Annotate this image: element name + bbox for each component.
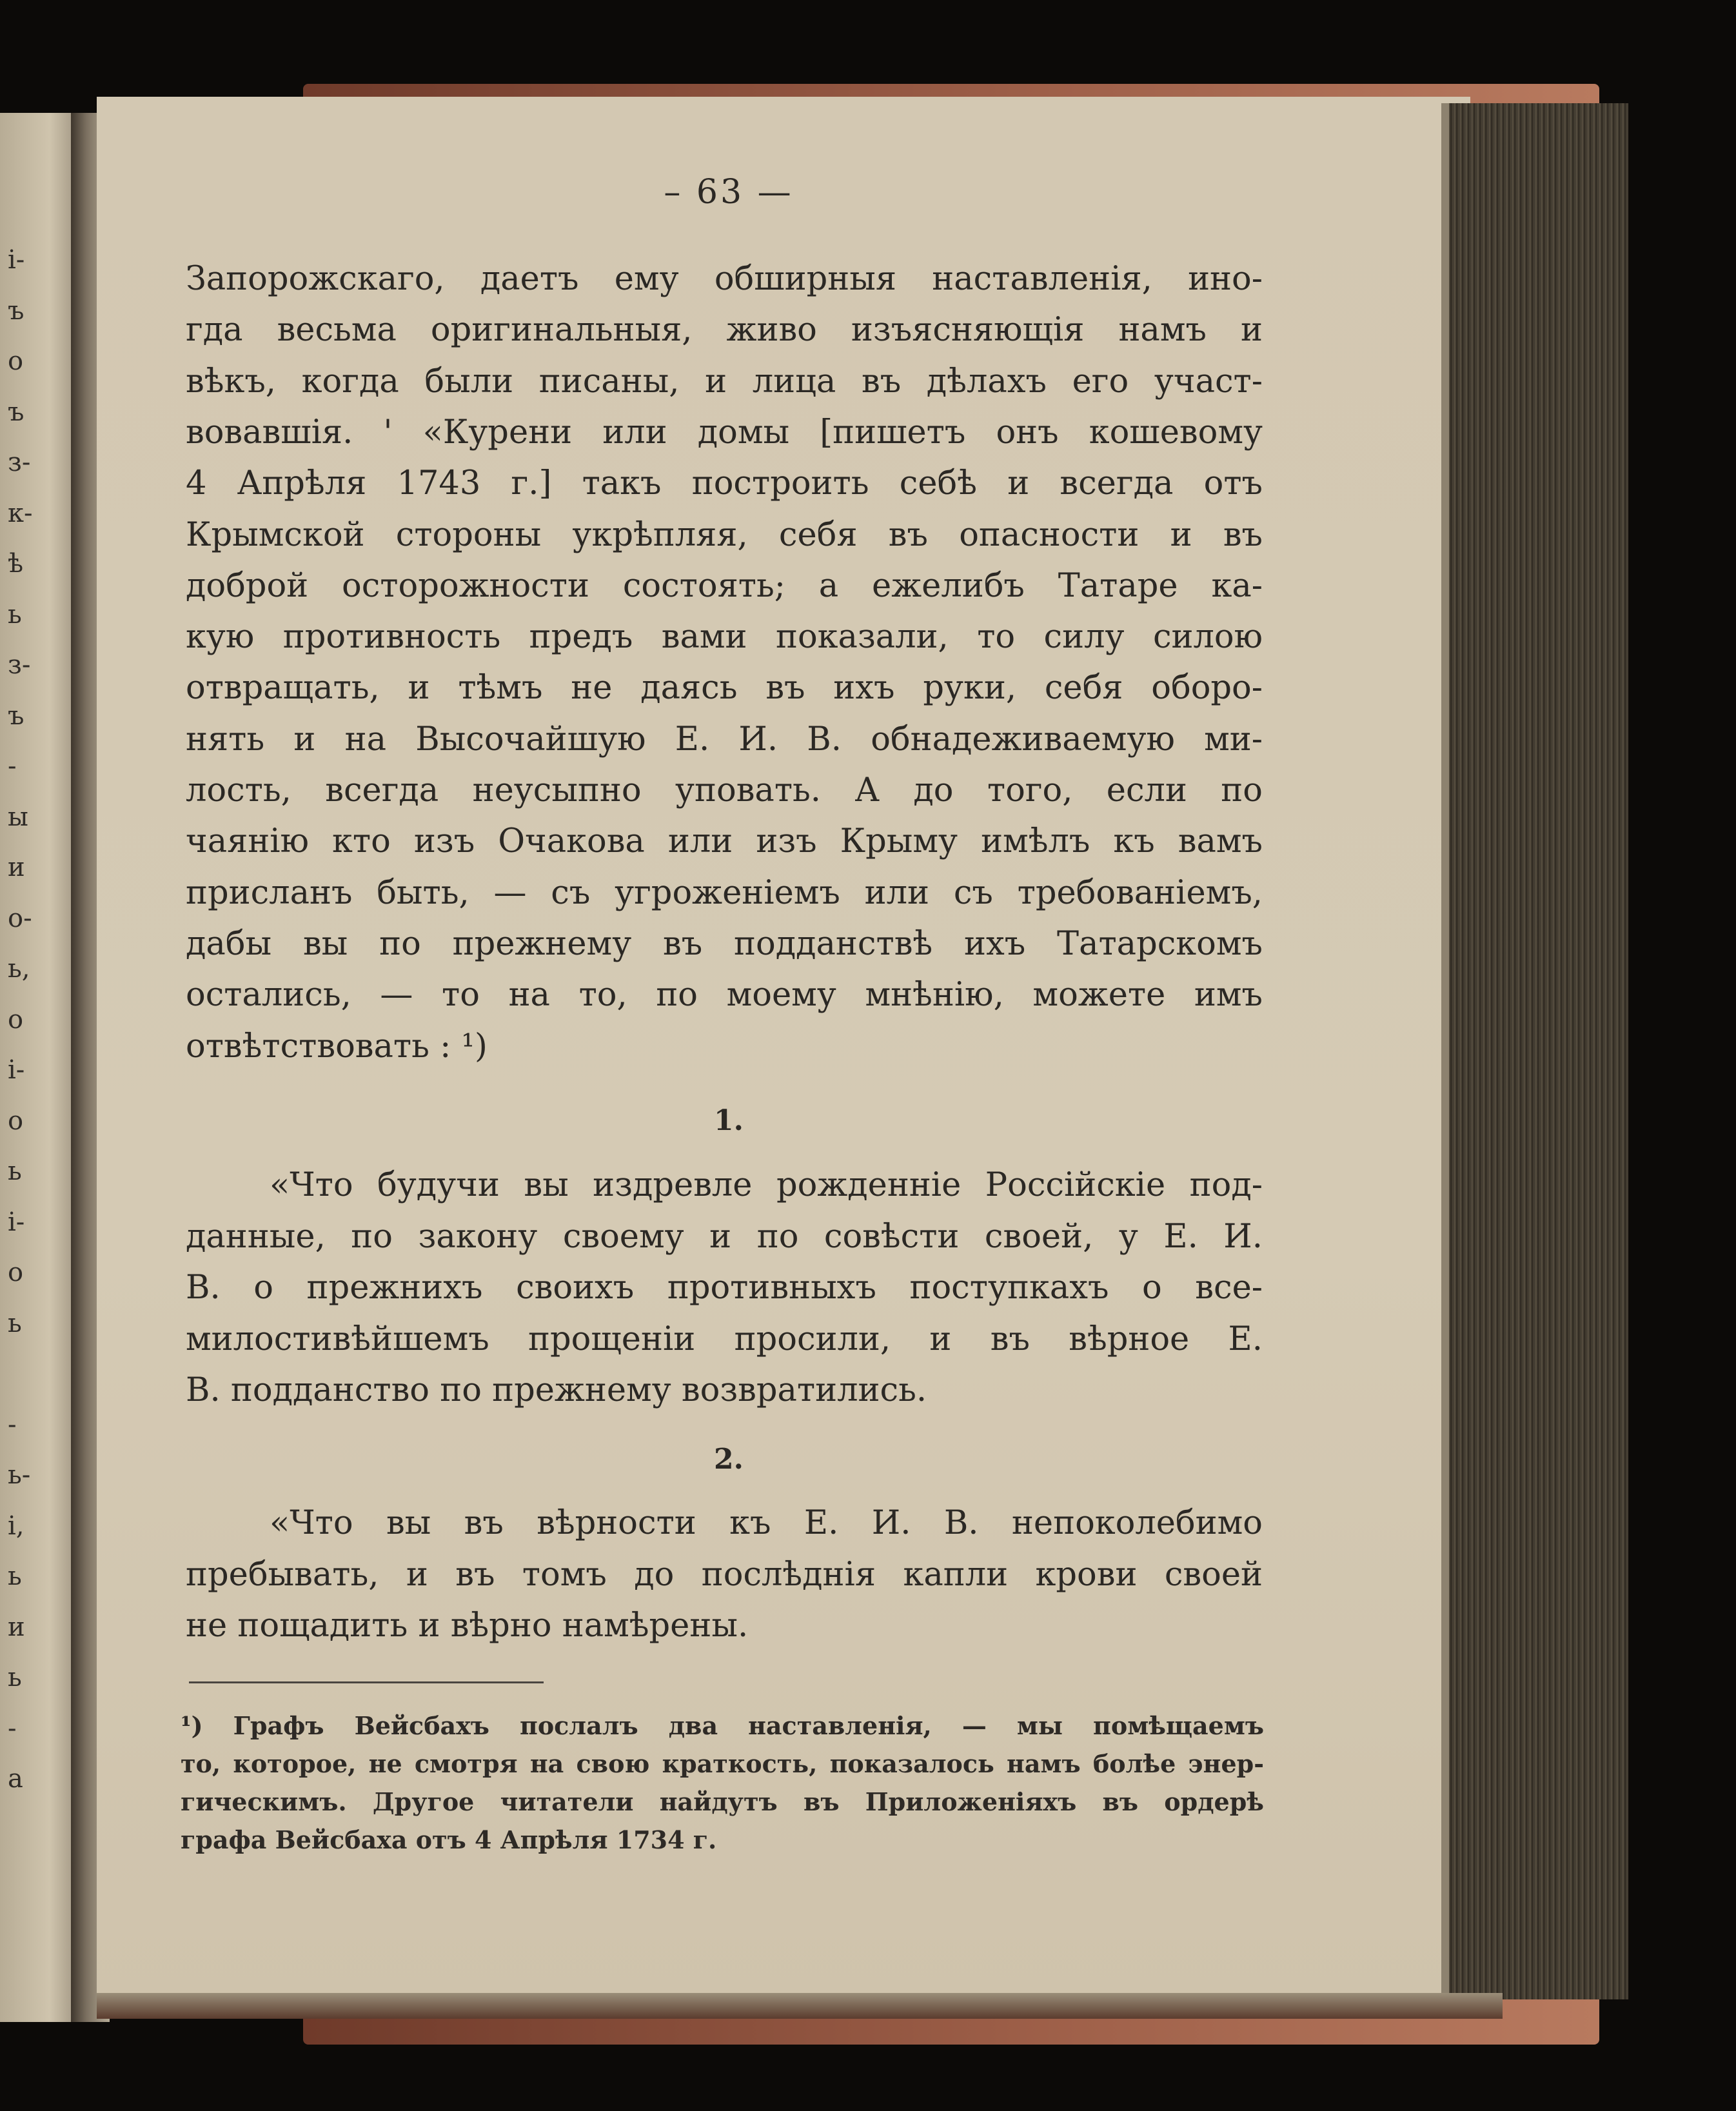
left-margin-fragment: ь	[8, 599, 22, 629]
left-margin-fragment: ь	[8, 1308, 22, 1338]
left-margin-fragment: о	[8, 1004, 24, 1035]
page-bottom-edge	[97, 1993, 1503, 2019]
body-line: лость, всегда неусыпно уповать. А до того, если по	[186, 771, 1263, 809]
section-1-line: «Что будучи вы издревле рожденніе Россійскіе под-	[270, 1166, 1263, 1204]
left-margin-fragment: ь,	[8, 954, 30, 984]
section-2-line: пребывать, и въ томъ до послѣднія капли крови своей	[186, 1555, 1263, 1594]
left-margin-fragment: ъ	[8, 295, 25, 326]
body-line: Крымской стороны укрѣпляя, себя въ опасности и въ	[186, 515, 1263, 554]
left-margin-fragment	[8, 1359, 46, 1410]
page-block-edge-highlight	[1441, 103, 1449, 1999]
left-margin-fragment: ь	[8, 1561, 22, 1591]
left-margin-fragment: і-	[8, 245, 25, 275]
left-margin-fragment: -	[8, 1713, 17, 1743]
left-margin-fragment: о	[8, 1258, 24, 1287]
left-margin-fragment: з-	[8, 448, 31, 477]
body-line: дабы вы по прежнему въ подданствѣ ихъ Татарскомъ	[186, 924, 1263, 963]
page-block-edge	[1441, 103, 1628, 1999]
left-margin-fragment: -	[8, 1409, 17, 1440]
left-margin-fragment: з-	[8, 650, 31, 680]
body-line: нять и на Высочайшую Е. И. В. обнадеживаемую ми-	[186, 720, 1263, 758]
left-margin-fragment: і-	[8, 1055, 25, 1085]
left-margin-fragment: ъ	[8, 397, 25, 427]
footnote-line: гическимъ. Другое читатели найдутъ въ Приложеніяхъ въ ордерѣ	[181, 1787, 1264, 1816]
body-line: вѣкъ, когда были писаны, и лица въ дѣлахъ его участ-	[186, 362, 1263, 401]
left-margin-fragment: ь-	[8, 1460, 31, 1490]
body-line: чаянію кто изъ Очакова или изъ Крыму имѣлъ къ вамъ	[186, 822, 1263, 861]
body-line: вовавшія. ' «Курени или домы [пишетъ онъ кошевому	[186, 413, 1263, 451]
left-margin-fragment: ъ	[8, 700, 25, 731]
left-margin-fragment: і-	[8, 1207, 25, 1237]
section-1-line: В. подданство по прежнему возвратились.	[186, 1371, 927, 1409]
left-margin-fragment: а	[8, 1764, 23, 1794]
left-margin-fragment: о	[8, 1105, 24, 1136]
left-margin-fragment: ѣ	[8, 549, 24, 579]
left-page-margin-fragments	[8, 245, 46, 1815]
section-1-line: данные, по закону своему и по совѣсти своей, у Е. И.	[186, 1217, 1263, 1256]
section-2-line: «Что вы въ вѣрности къ Е. И. В. непоколебимо	[270, 1504, 1263, 1542]
body-line: кую противность предъ вами показали, то силу силою	[186, 618, 1263, 657]
footnote-rule	[189, 1681, 544, 1683]
body-line: Запорожскаго, даетъ ему обширныя наставленія, ино-	[186, 260, 1263, 298]
footnote-line: ¹) Графъ Вейсбахъ послалъ два наставленія, — мы помѣщаемъ	[181, 1711, 1264, 1740]
section-heading-2: 2.	[714, 1443, 744, 1476]
body-line: остались, — то на то, по моему мнѣнію, можете имъ	[186, 976, 1263, 1015]
section-heading-1: 1.	[714, 1104, 744, 1137]
left-margin-fragment: ы	[8, 802, 28, 832]
footnote-line: графа Вейсбаха отъ 4 Апрѣля 1734 г.	[181, 1825, 717, 1854]
left-margin-fragment: к-	[8, 498, 33, 528]
left-margin-fragment: и	[8, 853, 25, 882]
left-margin-fragment: о-	[8, 903, 32, 933]
section-2-line: не пощадить и вѣрно намѣрены.	[186, 1607, 749, 1645]
left-margin-fragment: -	[8, 751, 17, 781]
left-margin-fragment: и	[8, 1612, 25, 1642]
body-line: доброй осторожности состоять; а ежелибъ Татаре ка-	[186, 566, 1263, 605]
left-margin-fragment: і,	[8, 1511, 25, 1541]
body-line: гда весьма оригинальныя, живо изъясняющія намъ и	[186, 311, 1263, 350]
left-margin-fragment: о	[8, 346, 24, 376]
section-1-line: милостивѣйшемъ прощеніи просили, и въ вѣрное Е.	[186, 1320, 1263, 1358]
body-line: 4 Апрѣля 1743 г.] такъ построить себѣ и всегда отъ	[186, 464, 1263, 503]
left-margin-fragment: ь	[8, 1663, 22, 1692]
body-line: отвращать, и тѣмъ не даясь въ ихъ руки, себя оборо-	[186, 669, 1263, 708]
page-number: – 63 —	[664, 173, 794, 212]
left-margin-fragment: ь	[8, 1156, 22, 1186]
body-line: присланъ быть, — съ угроженіемъ или съ требованіемъ,	[186, 873, 1263, 912]
footnote-line: то, которое, не смотря на свою краткость, показалось намъ болѣе энер-	[181, 1749, 1264, 1778]
body-line: отвѣтствовать : ¹)	[186, 1027, 488, 1065]
section-1-line: В. о прежнихъ своихъ противныхъ поступкахъ о все-	[186, 1269, 1263, 1307]
